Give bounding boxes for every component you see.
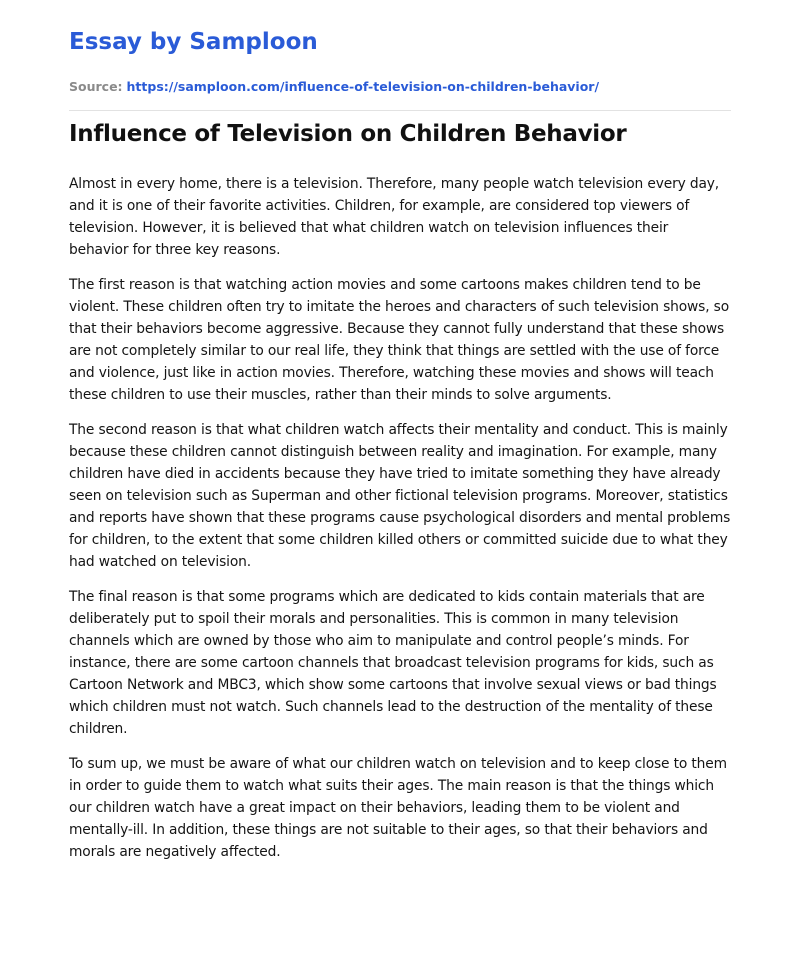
essay-title: Influence of Television on Children Behavior	[69, 121, 627, 147]
source-link[interactable]: https://samploon.com/influence-of-television-on-children-behavior/	[126, 79, 600, 94]
essay-paragraph: The final reason is that some programs which are dedicated to kids contain materials that are deliberately put to spoil their morals and personalities. This is common in many television channels which are owned by those who aim to manipulate and control people’s minds. For instance, there are some cartoon channels that broadcast television programs for kids, such as Cartoon Network and MBC3, which show some cartoons that involve sexual views or bad things which children must not watch. Such channels lead to the destruction of the mentality of these children.	[69, 589, 717, 737]
brand-title: Essay by Samploon	[69, 29, 318, 55]
essay-paragraph: To sum up, we must be aware of what our children watch on television and to keep close to them in order to guide them to watch what suits their ages. The main reason is that the things which our children watch have a great impact on their behaviors, leading them to be violent and mentally-ill. In addition, these things are not suitable to their ages, so that their behaviors and morals are negatively affected.	[69, 756, 727, 860]
essay-paragraph: The second reason is that what children watch affects their mentality and conduct. This is mainly because these children cannot distinguish between reality and imagination. For example, many children have died in accidents because they have tried to imitate something they have already seen on television such as Superman and other fictional television programs. Moreover, statistics and reports have shown that these programs cause psychological disorders and mental problems for children, to the extent that some children killed others or committed suicide due to what they had watched on television.	[69, 422, 731, 570]
essay-paragraph: The first reason is that watching action movies and some cartoons makes children tend to be violent. These children often try to imitate the heroes and characters of such television shows, so that their behaviors become aggressive. Because they cannot fully understand that these shows are not completely similar to our real life, they think that things are settled with the use of force and violence, just like in action movies. Therefore, watching these movies and shows will teach these children to use their muscles, rather than their minds to solve arguments.	[69, 277, 730, 403]
source-label: Source:	[69, 79, 123, 94]
header-divider	[69, 110, 731, 111]
source-line	[69, 79, 599, 94]
essay-body	[69, 173, 731, 876]
essay-paragraph: Almost in every home, there is a television. Therefore, many people watch television every day, and it is one of their favorite activities. Children, for example, are considered top viewers of television. However, it is believed that what children watch on television influences their behavior for three key reasons.	[69, 176, 720, 258]
